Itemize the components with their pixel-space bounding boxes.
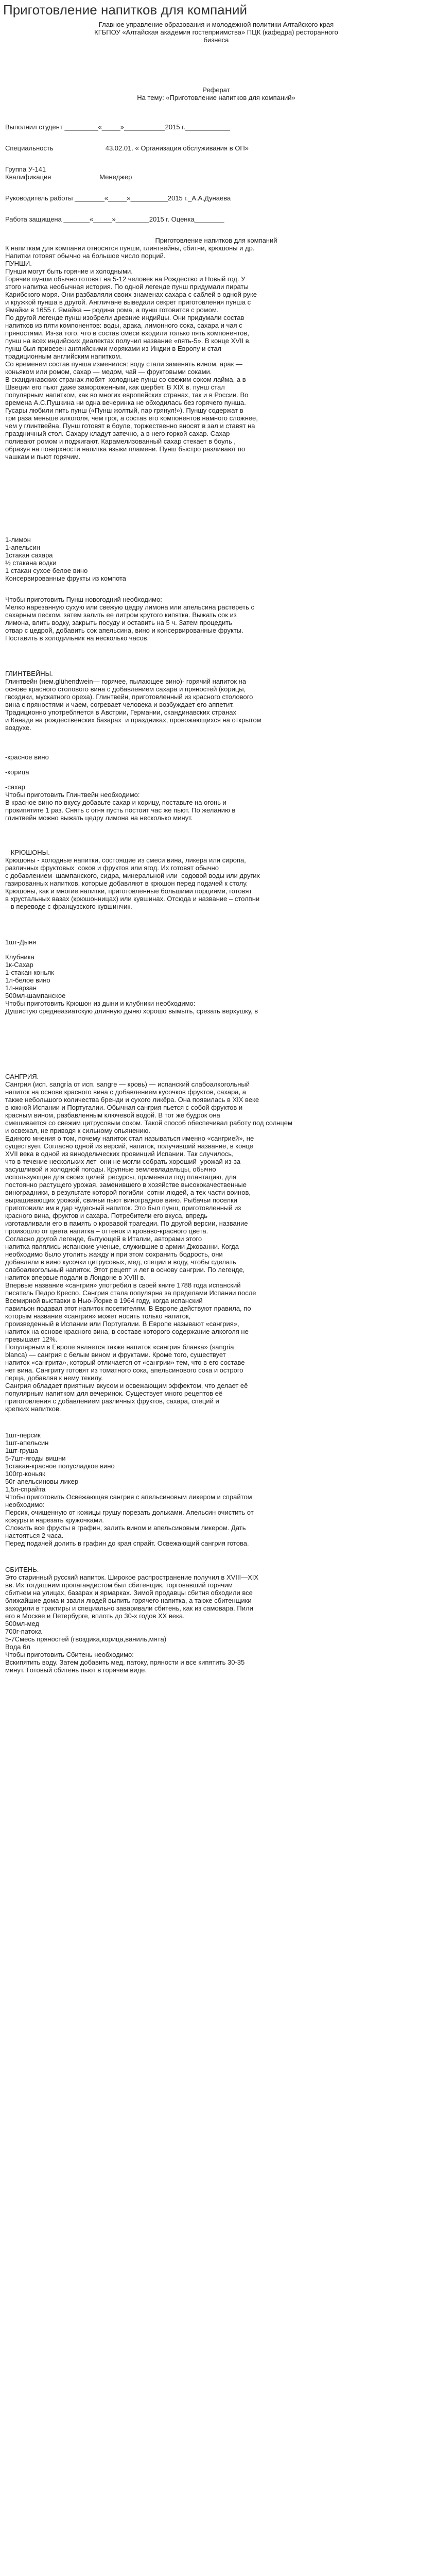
document-paragraph: Чтобы приготовить Пунш новогодний необходимо: (5, 596, 162, 603)
document-paragraph: 1шт-персик 1шт-апельсин 1шт-груша 5-7шт-ягоды вишни 1стакан-красное полусладкое вино 100гр-коньяк 50г-апельсиновы ликер 1,5л-спрайта (5, 1431, 115, 1493)
document-paragraph: На тему: «Приготовление напитков для компаний» (137, 94, 295, 101)
document-paragraph: Сангрия (исп. sangría от исп. sangre — кровь) — испанский слабоалкогольный напиток на основе красного вина с добавлением кусочков фруктов, сахара, а также небольшого количества бренди и сухого ликёра. Она появилась в XIX веке в южной Испании и Португалии. Обычная сангрия пьется с собой фруктов и красным вином, разбавленным ключевой водой. В тот же будрок она смешивается со свежим цитрусовым соком. Такой способ обеспечивал работу под солнцем и освежал, не приводя к сильному опьянению. (5, 1080, 292, 1134)
document-paragraph: Квалификация Менеджер (5, 173, 132, 181)
document-paragraph: Реферат (202, 86, 230, 94)
document-paragraph: Единого мнения о том, почему напиток стал называться именно «сангрией», не существует. Согласно одной из версий, напиток, получивший название, в конце XVII века в одной из винодельческих провинций Испании. Так случилось, что в течение нескольких лет они не могли собрать хороший урожай из-за засушливой и холодной погоды. Крупные землевладельцы, обычно использующие для своих целей ресурсы, применяли под плантацию, для постоянно растущего урожая, заменившего в хозяйстве высококачественные виноградники, в результате которой погибли сотни людей, а тех части воинов, выращивающих урожай, свиньи пьют виноградное вино. Рыбачьи поселки приготовили им в дар чудесный напиток. Это был пунш, приготовленный из красного вина, фруктов и сахара. Потребители его вкуса, впредь изготавливали его в память о кровавой трагедии. По другой версии, название произошло от цвета напитка – оттенок и кроваво-красного цвета. (5, 1134, 254, 1235)
document-paragraph: 1-стакан коньяк (5, 969, 54, 976)
document-paragraph: Специальность 43.02.01. « Организация обслуживания в ОП» (5, 144, 249, 152)
document-paragraph: Главное управление образования и молодежной политики Алтайского края КГБПОУ «Алтайская академия гостеприимства» ПЦК (кафедра) ресторанного бизнеса (94, 21, 338, 44)
document-paragraph: Со временем состав пунша изменился: воду стали заменять вином, арак — коньяком или ромом, сахар — медом, чай — фруктовыми соками. (5, 360, 242, 376)
document-paragraph: 1-лимон 1-апельсин 1стакан сахара ½ стакана водки 1 стакан сухое белое вино Консервированные фрукты из компота (5, 536, 126, 582)
document-paragraph: Чтобы приготовить Глинтвейн необходимо: (5, 791, 140, 799)
document-paragraph: 500мл-шампанское (5, 992, 66, 999)
document-paragraph: Сложить все фрукты в графин, залить вином и апельсиновым ликером. Дать настояться 2 часа. (5, 1524, 246, 1539)
document-paragraph: САНГРИЯ. (5, 1073, 39, 1080)
document-paragraph: Горячие пунши обычно готовят на 5-12 человек на Рождество и Новый год. У этого напитка необычная история. По одной легенде пунш придумали пираты Карибского моря. Они разбавляли своих знаменах сахара с саблей в одной руке и кружкой пунша в другой. Англичане выведали секрет приготовления пунша с Ямайки в 1655 г. Ямайка — родина рома, а пунш готовится с ромом. (5, 275, 257, 314)
document-paragraph: В скандинавских странах любят холодные пунш со свежим соком лайма, а в Швеции его пьют даже замороженным, как шербет. В XIX в. пунш стал популярным напитком, как во многих европейских странах, так и в России. Во времена А.С.Пушкина ни одна вечеринка не обходилась без горячего пунша. Гусары любили пить пунш («Пунш жолтый, пар грянул!»). Пуншу содержат в три раза меньше алкоголя, чем грог, а состав его компонентов намного сложнее, чем у глинтвейна. Пунш готовят в боуле, торжественно вносят в зал и ставят на праздничный стол. Сахару кладут затечно, а в него горкой сахар. Сахар поливают ромом и поджигают. Карамелизованный сахар стекает в боуль , образуя на поверхности напитка языки пламени. Пунш быстро разливают по чашкам и пьют горячим. (5, 376, 258, 461)
document-title: Приготовление напитков для компаний (3, 2, 248, 18)
document-paragraph: Душистую среднеазиатскую длинную дыню хорошо вымыть, срезать верхушку, в (5, 1007, 258, 1015)
document-paragraph: Традиционно употребляется в Австрии, Германии, скандинавских странах и Канаде на рождественских базарах и праздниках, провожающихся на открытом воздухе. (5, 708, 261, 732)
document-paragraph: Крюшоны - холодные напитки, состоящие из смеси вина, ликера или сиропа, различных фруктовых соков и фруктов или ягод. Их готовят обычно с добавлением шампанского, сидра, минеральной или содовой воды или других газированных напитков, которые добавляют в крюшон перед подачей к столу. (5, 856, 260, 887)
document-paragraph: Перед подачей долить в графин до края спрайт. Освежающий сангрия готова. (5, 1539, 249, 1547)
document-paragraph: -красное вино (5, 753, 49, 761)
document-paragraph: СБИТЕНЬ. (5, 1566, 39, 1573)
document-paragraph: 1л-нарзан (5, 984, 37, 992)
document-paragraph: Чтобы приготовить Освежающая сангрия с апельсиновым ликером и спрайтом необходимо: (5, 1493, 252, 1509)
document-paragraph: Согласно другой легенде, бытующей в Италии, авторами этого напитка являлись испанские ученые, служившие в армии Джованни. Когда необходимо было утолить жажду и при этом сохранить бодрость, они добавляли в вино кусочки цитрусовых, мед, специи и воду, чтобы сделать слабоалкогольный напиток. Этот рецепт и лег в основу сангрии. По легенде, напиток впервые подали в Лондоне в XVIII в. (5, 1235, 245, 1281)
document-paragraph: Чтобы приготовить Крюшон из дыни и клубники необходимо: (5, 999, 196, 1007)
document-paragraph: Приготовление напитков для компаний (155, 236, 277, 244)
document-paragraph: Чтобы приготовить Сбитень необходимо: (5, 1651, 134, 1658)
document-paragraph: -сахар (5, 783, 25, 791)
document-body (5, 21, 427, 1674)
document-paragraph: Работа защищена _______«_____»_________2015 г. Оценка________ (5, 215, 224, 223)
document-paragraph: КРЮШОНЫ. (5, 849, 50, 856)
document-paragraph: 1л-белое вино (5, 976, 50, 984)
document-paragraph: 1шт-Дыня (5, 938, 37, 946)
document-paragraph: Руководитель работы ________«_____»__________2015 г._А.А.Дунаева (5, 194, 231, 202)
document-paragraph: Группа У-141 (5, 165, 46, 173)
document-paragraph: По другой легенде пунш изобрели древние индийцы. Они придумали состав напитков из пяти компонентов: воды, арака, лимонного сока, сахара и чая с пряностями. Из-за того, что в состав смеси входили только пять компонентов, пунш на всех индийских диалектах получил название «пять-5». В конце XVII в. пунш был привезен английскими моряками из Индии в Европу и стал традиционным английским напитком. (5, 314, 251, 360)
document-paragraph: В красное вино по вкусу добавьте сахар и корицу, поставьте на огонь и прокипятите 1 раз. Снять с огня пусть постоит час же пьют. По желанию в глинтвейн можно выжать цедру лимона на несколько минут. (5, 799, 236, 822)
document-paragraph: Сангрия обладает приятным вкусом и освежающим эффектом, что делает её популярным напитком для вечеринок. Существует много рецептов её приготовления с добавлением различных фруктов, сахара, специй и крепких напитков. (5, 1382, 248, 1413)
document-paragraph: Пунши могут быть горячие и холодными. (5, 267, 133, 275)
document-paragraph: Глинтвейн (нем.glühendwein— горячее, пылающее вино)- горячий напиток на основе красного столового вина с добавлением сахара и пряностей (корицы, гвоздики, мускатного ореха). Глинтвейн, приготовленный из красного столового вина с пряностями и чаем, согревает человека и возбуждает его аппетит. (5, 677, 253, 708)
document-paragraph: Персик, очищенную от кожицы грушу порезать дольками. Апельсин очистить от кожуры и нарезать кружочками. (5, 1509, 254, 1524)
document-paragraph: Это старинный русский напиток. Широкое распространение получил в XVIII—XIX вв. Их тогдашним пропагандистом был сбитенщик, торговавший горячим сбитнем на улицах, базарах и ярмарках. Зимой продавцы сбитня обходили все ближайшие дома и звали людей выпить горячего напитка, а также сбитенщики заходили в трактиры и специально заваривали сбитень, как из самовара. Пили его в Москве и Петербурге, вплоть до 30-х годов XX века. (5, 1573, 259, 1620)
document-paragraph: Впервые название «сангрия» употребил в своей книге 1788 года испанский писатель Педро Креспо. Сангрия стала популярна за пределами Испании после Всемирной выставки в Нью-Йорке в 1964 году, когда испанский павильон подавал этот напиток посетителям. В Европе действуют правила, по которым название «сангрия» может носить только напиток, произведенный в Испании или Португалии. В Европе называют «сангрия», напиток на основе красного вина, в составе которого содержание алкоголя не превышает 12%. (5, 1281, 256, 1343)
document-paragraph: Популярным в Европе является также напиток «сангрия бланка» (sangria blanca) — сангрия с белым вином и фруктами. Кроме того, существует напиток «сангрита», который отличается от «сангрии» тем, что в его составе нет вина. Сангриту готовят из томатного сока, апельсинового сока и острого перца, добавляя к нему текилу. (5, 1343, 245, 1382)
document-paragraph: 500мл-мед 700г-патока 5-7Смесь пряностей (гвоздика,корица,ваниль,мята) Вода 6л (5, 1620, 167, 1651)
document-paragraph: 1к-Сахар (5, 961, 33, 969)
document-paragraph: Вскипятить воду. Затем добавить мед, патоку, пряности и все кипятить 30-35 минут. Готовый сбитень пьют в горячем виде. (5, 1658, 245, 1674)
document-paragraph: ГЛИНТВЕЙНЫ. (5, 670, 53, 677)
document-paragraph: К напиткам для компании относятся пунши, глинтвейны, сбитни, крюшоны и др. Напитки готовят обычно на большое число порций. (5, 244, 255, 260)
document-paragraph: Крюшоны, как и многие напитки, приготовленные большими порциями, готовят в хрустальных вазах (крюшонницах) или кувшинах. Отсюда и название – столпни – в переводе с французского кувшинчик. (5, 887, 260, 910)
document-paragraph: Выполнил студент _________«_____»___________2015 г.____________ (5, 123, 230, 131)
document-paragraph: -корица (5, 768, 29, 776)
document-paragraph: ПУНШИ. (5, 260, 32, 267)
document-paragraph: Мелко нарезанную сухую или свежую цедру лимона или апельсина растереть с сахарным песком, затем залить ее литром крутого кипятка. Выжать сок из лимона, влить водку, закрыть посуду и оставить на 5 ч. Затем процедить отвар с цедрой, добавить сок апельсина, вино и консервированные фрукты. Поставить в холодильник на несколько часов. (5, 603, 255, 642)
document-paragraph: Клубника (5, 953, 34, 961)
